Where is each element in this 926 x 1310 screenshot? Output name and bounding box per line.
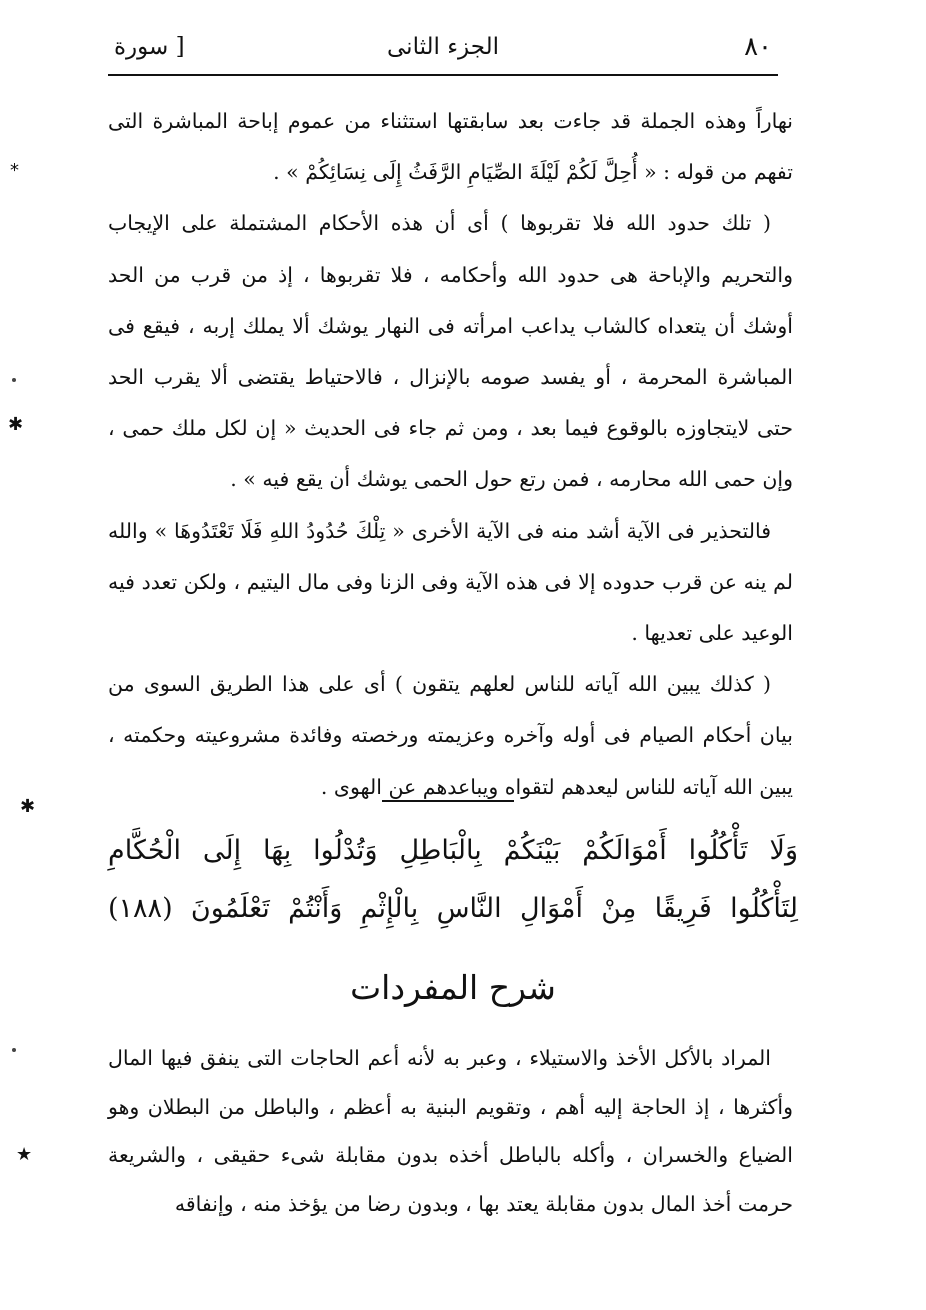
glossary-text: [108, 1034, 793, 1228]
paragraph: [108, 659, 793, 813]
section-title: شرح المفردات: [350, 968, 556, 1007]
verse-line: لِتَأْكُلُوا فَرِيقًا مِنْ أَمْوَالِ النَّاسِ بِالْإِثْمِ وَأَنْتُمْ تَعْلَمُونَ (١٨٨): [108, 893, 798, 924]
quran-verse: [108, 822, 798, 938]
paragraph-text: فالتحذير فى الآية أشد منه فى الآية الأخرى « تِلْكَ حُدُودُ اللهِ فَلَا تَعْتَدُوهَا » والله لم ينه عن قرب حدوده إلا فى هذه الآية وفى الزنا وفى مال اليتيم ، ولكن تعدد فيه الوعيد على تعديها .: [108, 518, 793, 646]
paragraph: [108, 198, 793, 505]
paragraph: نهاراً وهذه الجملة قد جاءت بعد سابقتها استثناء من عموم إباحة المباشرة التى تفهم من قوله : « أُحِلَّ لَكُمْ لَيْلَةَ الصِّيَامِ الرَّفَثُ إِلَى نِسَائِكُمْ » .: [108, 109, 793, 185]
commentary-text: [108, 96, 793, 813]
running-header: [108, 28, 778, 72]
paragraph: [108, 1034, 793, 1228]
surah-label: [ سورة: [114, 34, 185, 60]
speck: [12, 378, 16, 382]
header-rule: [108, 74, 778, 76]
paragraph-text: المراد بالأكل الأخذ والاستيلاء ، وعبر به لأنه أعم الحاجات التى ينفق فيها المال وأكثرها ، إذ الحاجة إليه أهم ، وتقويم البنية به أعظم ، والباطل من البطلان وهو الضياع والخسران ، وأكله بالباطل أخذه بدون مقابلة شىء حقيقى ، والشريعة حرمت أخذ المال بدون مقابلة يعتد بها ، وبدون رضا من يؤخذ منه ، وإنفاقه: [108, 1046, 793, 1216]
margin-mark: ✱: [20, 796, 36, 817]
separator-rule: [382, 800, 514, 802]
paragraph: [108, 506, 793, 660]
page-number: ٨٠: [744, 32, 772, 62]
margin-mark: *: [10, 160, 19, 181]
paragraph-text: ( تلك حدود الله فلا تقربوها ) أى أن هذه الأحكام المشتملة على الإيجاب والتحريم والإباحة هى حدود الله وأحكامه ، فلا تقربوها ، إذ من قرب من الحد أوشك أن يتعداه كالشاب يداعب امرأته فى النهار يوشك ألا يملك إربه ، فيقع فى المباشرة المحرمة ، أو يفسد صومه بالإنزال ، فالاحتياط يقتضى ألا يقرب الحد حتى لايتجاوزه بالوقوع فيما بعد ، ومن ثم جاء فى الحديث « إن لكل ملك حمى ، وإن حمى الله محارمه ، فمن رتع حول الحمى يوشك أن يقع فيه » .: [108, 211, 793, 492]
paragraph-text: ( كذلك يبين الله آياته للناس لعلهم يتقون ) أى على هذا الطريق السوى من بيان أحكام الصيام فى أوله وآخره وعزيمته ورخصته وفائدة مشروعيته وحكمته ، يبين الله آياته للناس ليعدهم لتقواه ويباعدهم عن الهوى .: [108, 672, 793, 799]
speck: [12, 1048, 16, 1052]
part-title: الجزء الثانى: [387, 34, 499, 60]
margin-mark: ★: [16, 1144, 33, 1165]
margin-mark: ✱: [8, 414, 24, 435]
verse-line: وَلَا تَأْكُلُوا أَمْوَالَكُمْ بَيْنَكُمْ بِالْبَاطِلِ وَتُدْلُوا بِهَا إِلَى الْحُكَّامِ: [108, 835, 798, 866]
